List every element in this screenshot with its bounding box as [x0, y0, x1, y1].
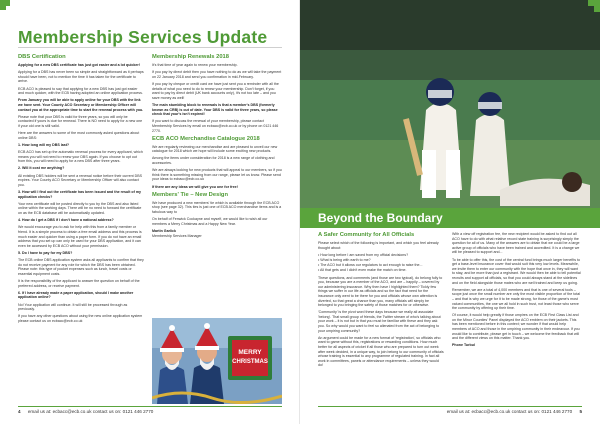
bullet-item: • How long before I am saved from my official decisions? — [318, 252, 409, 257]
faq-answer: The ECB online DBS application system asks all applicants to confirm that they do not receive payment for any role for which the DBS has been obtained. Please note: this type of pocket expenses such as lunch, travel costs or essential equipment costs. — [18, 258, 144, 276]
left-footer — [18, 409, 153, 414]
paragraph: We are always looking for new products that will appeal to our members, so if you think there is something missing from our range, please let us know. Please send your ideas to ecbacc@ecb.co.uk — [152, 168, 282, 182]
paragraph: 'Community' is the pivot word these days because we really all associate 'belong'. That small group of friends, the Twitter stream of who's talking about your work – it is not but in that you must be familiar with these and they ask you. So why would you want to feel so alienated from the act of belonging to your umpiring community? — [318, 310, 441, 333]
community-column-2 — [452, 232, 582, 351]
page-number: 5 — [579, 409, 582, 414]
paragraph: Among the items under consideration for 2018 is a new range of clothing and accessories. — [152, 156, 275, 166]
merchandise-heading: ECB ACO Merchandise Catalogue 2018 — [152, 135, 260, 142]
paragraph: Applying for a DBS has never been so simple and straightforward as it perhaps should have been, not to mention the time it has taken for the certificate to arrive. — [18, 70, 144, 84]
paragraph: If there are any ideas we will give you one for free! — [152, 184, 238, 189]
christmas-photo — [152, 318, 282, 404]
footer-contact: email us at: ecbacc@ecb.co.uk contact us on: 0121 446 2770 — [446, 409, 573, 414]
paragraph: On behalf of Fenwick Cockayne and myself, we would like to wish all our members a Merry Christmas and a Happy New Year. — [152, 217, 268, 226]
paragraph: It's that time of year again to renew your membership. — [152, 63, 238, 67]
faq-answer: If you have any other questions about using the new online application system please contact us on ecbacc@ecb.co.uk — [18, 314, 143, 323]
paragraph: We have produced a new members' tie which is available through the ECB ACO shop (see page 32). This ties is just one of ECB ACO merchandise items and is a fabulous way to — [152, 200, 282, 214]
faq-question: 2. Will it cost me anything? — [18, 166, 65, 171]
paragraph: Here are the answers to some of the most commonly asked questions about online DBS: — [18, 131, 140, 140]
bullet-item: • What is being with earth to me? — [318, 257, 371, 262]
paragraph: We are regularly reviewing our merchandise and are pleased to unveil our new catalogue for 2018 which we hope will include some exciting new products. — [152, 144, 278, 154]
xmas-sign-text: MERRY — [238, 349, 262, 356]
faq-answer: ECB ACO has set up the automatic renewal process for every applicant, which means you will not need to renew your DBS again. If you choose to opt out from this, you will need to apply for a new DBS after three years. — [18, 150, 143, 164]
paragraph: These questions, and comments (and those are two typical), do belong fully to you, because you are a member of the ACO, and are – happily – covered by our administering insurance. Why then have I highlighted them? Tickly few things we suffer in our life as officials and so the fact that need for the insurance only went to be there for you and officials whose own attention is diverted, so that great a chance than you, many officials will simply be belonged to you bringing the safety of those matches for or otherwise. — [318, 275, 443, 308]
faq-question: 1. How long will my DBS last? — [18, 142, 70, 147]
title-divider — [18, 47, 282, 48]
paragraph: If you pay by cheque or credit card we have just sent you a reminder with all the details of what you need to do to renew your membership. Don't forget, if you want to pay by direct debit (UK bank accounts only), it's not too late – and you save money as well! — [152, 81, 279, 100]
paragraph: ECB ACO is pleased to say that applying for a new DBS has just got easier and much quicker, with the ECB having adopted an online application process. — [18, 86, 143, 96]
faq-question: 6. If I have already made a paper application, should I make another application online? — [18, 290, 134, 300]
signature-role: Membership Services Manager — [152, 233, 202, 238]
renewals-column — [152, 54, 282, 241]
footer-contact: email us at: ecbacc@ecb.co.uk contact us on: 0121 446 2770 — [27, 409, 154, 414]
community-heading: A Safer Community for All Officials — [318, 232, 415, 238]
page-title: Membership Services Update — [18, 27, 268, 47]
paragraph: Of course, it would help greatly if those umpires on the ECB First Class List and on the Minor Counties' Panel displayed the ACO emblem on their jackets. This has been mentioned before in this context; we wonder if that would help members of ACO and those in the umpiring community in their endeavour. If you would like to contribute, please get in touch – we welcome the feedback that will and the different views on this matter. Thank you. — [452, 313, 580, 341]
tie-heading: Members' Tie – New Design — [152, 191, 229, 198]
footer-rule — [18, 406, 282, 407]
xmas-sign-text: CHRISTMAS — [232, 359, 268, 365]
paragraph: If you want to discuss the renewal of your membership, please contact Membership Services by email on ecbacc@ecb.co.uk or by phone on 0121 446 2770. — [152, 119, 279, 133]
paragraph: If you pay by direct debit then you have nothing to do as we will take the payment on 22 January 2018 and send you confirmation in mid-February. — [152, 70, 282, 79]
faq-answer: Your new certificate will be posted directly to you by the DBS and also listed online within the working days. There will be no need to forward the certificate on as the ECB database will be automatically updated. — [18, 201, 142, 215]
dbs-heading: DBS Certification — [18, 54, 66, 60]
paragraph: Please select which of the following is important, and which you feel already thought about: — [318, 241, 439, 250]
footer-rule — [318, 406, 582, 407]
faq-answer: We would encourage you to ask for help with this from a family member or friend. It is a simple process to obtain a free email address and this process is much easier and quicker than using a paper form. If you do not have an email address that you set up can only be used for your DBS application, and it can even be accessed by ECB ACO without your permission. — [18, 225, 142, 248]
right-footer — [447, 409, 582, 414]
bullet-item: • The ACO but it allows our regulators to act enough to raise the... — [318, 263, 423, 268]
corner-accent — [0, 0, 10, 10]
page-number: 4 — [18, 409, 21, 414]
right-page — [300, 0, 600, 424]
faq-question: 3. How will I find out the certificate has been issued and the result of my application checks? — [18, 190, 142, 199]
paragraph: To be able to offer this, the cost of the central fund brings much larger benefits to get a base-level insurance cover that would suit this very low levels. Meanwhile, we invite them to enter our community with the hope that once in, they will want to stay, and be more than just a registrant. We would then be able to tell potential recruits and support all officials, so that you could always stand at the sidelines and on the field alongside those mates who are well trained and keep us going. — [452, 257, 581, 285]
paragraph: From January you will be able to apply online for your DBS with the link we have sent. Your County ACO Secretary or Membership Officer will contact you at the appropriate time to start the renewal process with you. — [18, 98, 144, 112]
community-column — [318, 232, 444, 371]
faq-answer: All existing DBS holders will be sent a renewal notice before their current DBS expires. Your County ACO Secretary or Membership Officer will also contact you. — [18, 173, 143, 187]
paragraph: An argument could be made for a new format of 'registration', so officials who want to game without this, registrations or rewarding conditions. How much better for all aspects of cricket if all those who are prepared to turn out week after week decided, in a unique way, to join belong to our community of officials whose training is essential to any programme of regulated training. In fact all work in committees, panels or attendance requirements – unless they would do! — [318, 335, 444, 368]
cricket-photo-image — [300, 0, 600, 208]
paragraph: Remember, we are a total of 4,000 members and that is one of several tools – scope just once the small number are only the most visible proportion of the total – and that is why we urge for it to be made strong, for those of the game's most valued communities, the one we all hold in such trust, not least those who serve the community by offering up their time. — [452, 287, 581, 311]
bullet-item: • All that gets and I didn't even make the match on time. — [318, 268, 407, 273]
dbs-intro: Applying for a new DBS certificate has just got easier and a lot quicker! — [18, 63, 141, 67]
renewals-heading: Membership Renewals 2018 — [152, 54, 230, 60]
cricket-photo — [300, 0, 600, 208]
christmas-photo-image — [152, 318, 282, 404]
paragraph: With a view off registration fee, the new recipient would be asked to find out all ACO have to do with what relative record state training is surprisingly simply the question for all of us. Many of the answers are to obtain that we could be a large active group of officials who have been trained and accredited. It is a change we will be pleased to support and... — [452, 232, 580, 255]
faq-answer: It is the responsibility of the applicant to answer the question on behalf of the preferred address, or receive payment. — [18, 279, 140, 288]
faq-question: 5. Do I have to pay for my DBS? — [18, 250, 73, 255]
signature-name: Phone Turbul — [452, 343, 475, 348]
paragraph: Please note that your DBS is valid for three years, so you will only be contacted if yours is due for renewal. There is NO need to apply for a new one if your old one is still valid. — [18, 114, 143, 128]
dbs-column — [18, 54, 144, 326]
faq-question: 4. How do I get a DBS if I don't have a national address? — [18, 218, 114, 223]
paragraph: The main stumbling block to renewals is that a member's DBS (formerly known as CRB) is out of date. Your DBS is valid for three years, so please check that your's isn't expired! — [152, 102, 278, 117]
banner-title: Beyond the Boundary — [318, 211, 443, 225]
signature-name: Martin Garlick — [152, 228, 176, 233]
faq-answer: No! Your application will continue. It will still be processed through as previously. — [18, 302, 128, 312]
